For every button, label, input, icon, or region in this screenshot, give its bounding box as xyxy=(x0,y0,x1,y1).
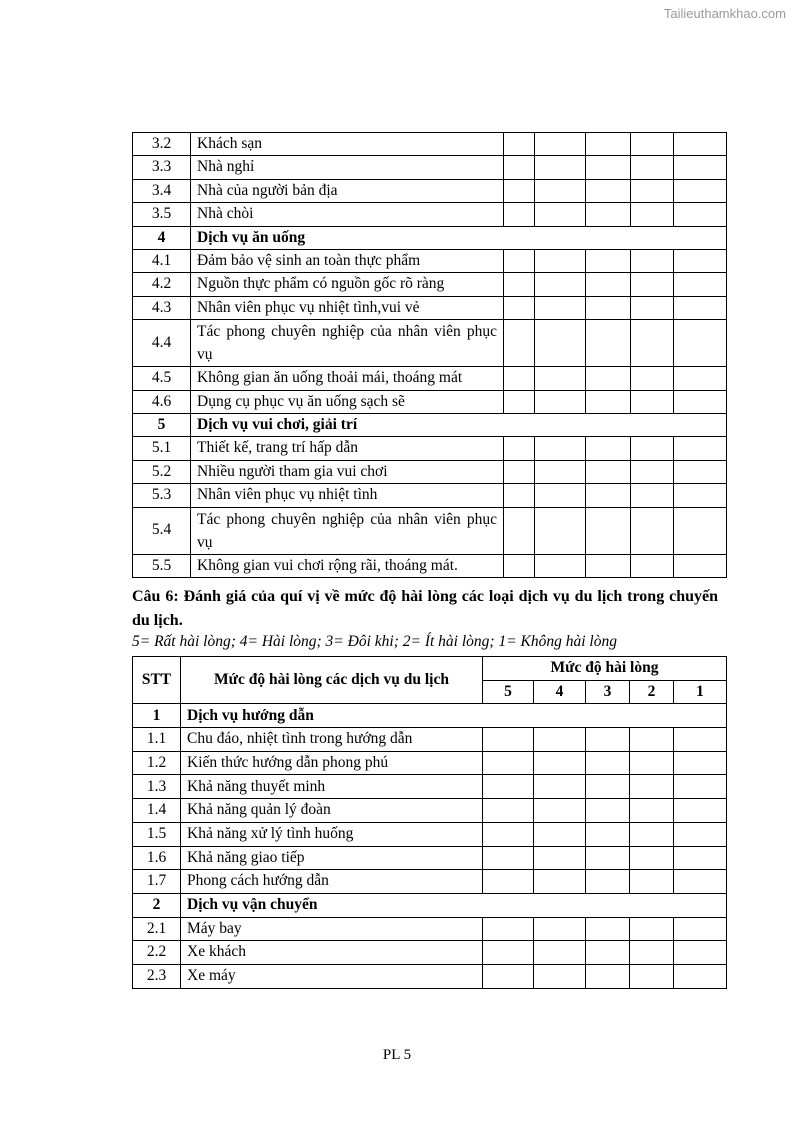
rating-cell[interactable] xyxy=(586,775,630,799)
rating-cell[interactable] xyxy=(483,822,534,846)
rating-cell[interactable] xyxy=(535,554,586,577)
rating-cell[interactable] xyxy=(483,728,534,752)
row-number: 1 xyxy=(133,704,181,728)
row-number: 3.3 xyxy=(133,156,191,179)
rating-cell[interactable] xyxy=(504,437,535,460)
section-title: Dịch vụ ăn uống xyxy=(191,226,727,249)
rating-cell[interactable] xyxy=(631,156,674,179)
rating-cell[interactable] xyxy=(535,179,586,202)
rating-cell[interactable] xyxy=(631,320,674,367)
rating-cell[interactable] xyxy=(674,250,727,273)
rating-cell[interactable] xyxy=(674,179,727,202)
rating-cell[interactable] xyxy=(535,367,586,390)
rating-cell[interactable] xyxy=(674,846,727,870)
row-number: 1.7 xyxy=(133,870,181,894)
row-number: 4.6 xyxy=(133,390,191,413)
question-6: Câu 6: Đánh giá của quí vị về mức độ hài lòng các loại dịch vụ du lịch trong chuyến du lịch. xyxy=(132,588,718,629)
row-number: 4.4 xyxy=(133,320,191,367)
criterion-label: Nhân viên phục vụ nhiệt tình xyxy=(191,484,504,507)
rating-cell[interactable] xyxy=(504,156,535,179)
rating-cell[interactable] xyxy=(586,133,631,156)
rating-cell[interactable] xyxy=(483,964,534,988)
rating-cell[interactable] xyxy=(586,728,630,752)
rating-cell[interactable] xyxy=(631,273,674,296)
rating-cell[interactable] xyxy=(630,964,674,988)
rating-cell[interactable] xyxy=(674,870,727,894)
row-number: 2.1 xyxy=(133,917,181,941)
section-row xyxy=(133,893,727,917)
table-row xyxy=(133,554,727,577)
table-row xyxy=(133,179,727,202)
row-number: 1.2 xyxy=(133,751,181,775)
rating-cell[interactable] xyxy=(504,460,535,483)
rating-cell[interactable] xyxy=(535,203,586,226)
table-row xyxy=(133,320,727,367)
rating-cell[interactable] xyxy=(586,964,630,988)
rating-cell[interactable] xyxy=(586,437,631,460)
rating-cell[interactable] xyxy=(674,775,727,799)
rating-cell[interactable] xyxy=(674,507,727,554)
rating-cell[interactable] xyxy=(631,296,674,319)
rating-cell[interactable] xyxy=(535,507,586,554)
criterion-label: Nhà nghỉ xyxy=(191,156,504,179)
criterion-label: Không gian ăn uống thoải mái, thoáng mát xyxy=(191,367,504,390)
criterion-label: Kiến thức hướng dẫn phong phú xyxy=(181,751,483,775)
table-row xyxy=(133,296,727,319)
row-number: 4.1 xyxy=(133,250,191,273)
criterion-label: Tác phong chuyên nghiệp của nhân viên phục vụ xyxy=(191,507,504,554)
criterion-label: Xe khách xyxy=(181,941,483,965)
table-row xyxy=(133,484,727,507)
criterion-label: Nhiều người tham gia vui chơi xyxy=(191,460,504,483)
section-row xyxy=(133,704,727,728)
rating-cell[interactable] xyxy=(483,941,534,965)
level-1-header: 1 xyxy=(674,680,727,704)
table-row xyxy=(133,390,727,413)
table-row xyxy=(133,133,727,156)
level-2-header: 2 xyxy=(630,680,674,704)
rating-cell[interactable] xyxy=(504,507,535,554)
stt-header: STT xyxy=(133,657,181,704)
rating-cell[interactable] xyxy=(534,775,586,799)
rating-cell[interactable] xyxy=(674,367,727,390)
rating-cell[interactable] xyxy=(504,179,535,202)
criterion-label: Phong cách hướng dẫn xyxy=(181,870,483,894)
rating-cell[interactable] xyxy=(586,507,631,554)
table-row xyxy=(133,870,727,894)
row-number: 2.2 xyxy=(133,941,181,965)
criterion-label: Khả năng thuyết minh xyxy=(181,775,483,799)
rating-cell[interactable] xyxy=(535,156,586,179)
row-number: 1.4 xyxy=(133,799,181,823)
rating-cell[interactable] xyxy=(504,554,535,577)
section-title: Dịch vụ vận chuyển xyxy=(181,893,727,917)
row-number: 4 xyxy=(133,226,191,249)
table-row xyxy=(133,367,727,390)
rating-cell[interactable] xyxy=(630,870,674,894)
rating-cell[interactable] xyxy=(586,156,631,179)
rating-cell[interactable] xyxy=(586,296,631,319)
rating-cell[interactable] xyxy=(674,273,727,296)
table-row xyxy=(133,964,727,988)
row-number: 1.3 xyxy=(133,775,181,799)
criterion-label: Nhà của người bản địa xyxy=(191,179,504,202)
row-number: 4.5 xyxy=(133,367,191,390)
table-row xyxy=(133,846,727,870)
rating-cell[interactable] xyxy=(535,390,586,413)
rating-cell[interactable] xyxy=(631,367,674,390)
satisfaction-table-continued xyxy=(132,132,727,578)
rating-cell[interactable] xyxy=(586,799,630,823)
rating-cell[interactable] xyxy=(504,203,535,226)
table-row xyxy=(133,203,727,226)
watermark: Tailieuthamkhao.com xyxy=(663,6,786,21)
rating-cell[interactable] xyxy=(535,133,586,156)
row-number: 5.5 xyxy=(133,554,191,577)
rating-cell[interactable] xyxy=(504,390,535,413)
rating-cell[interactable] xyxy=(674,799,727,823)
rating-cell[interactable] xyxy=(630,799,674,823)
rating-cell[interactable] xyxy=(534,941,586,965)
rating-cell[interactable] xyxy=(674,296,727,319)
criterion-label: Chu đáo, nhiệt tình trong hướng dẫn xyxy=(181,728,483,752)
table-row xyxy=(133,941,727,965)
rating-cell[interactable] xyxy=(534,728,586,752)
rating-cell[interactable] xyxy=(534,846,586,870)
level-5-header: 5 xyxy=(483,680,534,704)
row-number: 5.4 xyxy=(133,507,191,554)
rating-cell[interactable] xyxy=(586,822,630,846)
rating-cell[interactable] xyxy=(674,822,727,846)
rating-legend: 5= Rất hài lòng; 4= Hài lòng; 3= Đôi khi; 2= Ít hài lòng; 1= Không hài lòng xyxy=(132,633,617,650)
rating-cell[interactable] xyxy=(504,250,535,273)
rating-cell[interactable] xyxy=(630,846,674,870)
rating-cell[interactable] xyxy=(674,156,727,179)
table-row xyxy=(133,460,727,483)
rating-cell[interactable] xyxy=(504,484,535,507)
rating-cell[interactable] xyxy=(631,203,674,226)
rating-cell[interactable] xyxy=(586,870,630,894)
table-row xyxy=(133,751,727,775)
rating-cell[interactable] xyxy=(534,870,586,894)
criterion-label: Đảm bảo vệ sinh an toàn thực phẩm xyxy=(191,250,504,273)
level-4-header: 4 xyxy=(534,680,586,704)
criterion-label: Nhà chòi xyxy=(191,203,504,226)
rating-cell[interactable] xyxy=(535,296,586,319)
rating-cell[interactable] xyxy=(630,775,674,799)
table-row xyxy=(133,437,727,460)
table-header-row xyxy=(133,657,727,681)
satisfaction-level-header: Mức độ hài lòng xyxy=(483,657,727,681)
rating-cell[interactable] xyxy=(674,554,727,577)
section-row xyxy=(133,414,727,437)
rating-cell[interactable] xyxy=(674,437,727,460)
rating-cell[interactable] xyxy=(631,484,674,507)
rating-cell[interactable] xyxy=(504,133,535,156)
rating-cell[interactable] xyxy=(630,751,674,775)
rating-cell[interactable] xyxy=(534,822,586,846)
rating-cell[interactable] xyxy=(483,917,534,941)
criterion-label: Dụng cụ phục vụ ăn uống sạch sẽ xyxy=(191,390,504,413)
rating-cell[interactable] xyxy=(674,203,727,226)
row-number: 2.3 xyxy=(133,964,181,988)
rating-cell[interactable] xyxy=(586,273,631,296)
rating-cell[interactable] xyxy=(534,751,586,775)
row-number: 3.4 xyxy=(133,179,191,202)
rating-cell[interactable] xyxy=(586,179,631,202)
rating-cell[interactable] xyxy=(674,320,727,367)
rating-cell[interactable] xyxy=(674,390,727,413)
criterion-label: Tác phong chuyên nghiệp của nhân viên phục vụ xyxy=(191,320,504,367)
rating-cell[interactable] xyxy=(586,484,631,507)
rating-cell[interactable] xyxy=(483,751,534,775)
rating-cell[interactable] xyxy=(586,941,630,965)
rating-cell[interactable] xyxy=(504,367,535,390)
criterion-label: Không gian vui chơi rộng rãi, thoáng mát. xyxy=(191,554,504,577)
row-number: 4.2 xyxy=(133,273,191,296)
rating-cell[interactable] xyxy=(504,320,535,367)
rating-cell[interactable] xyxy=(534,799,586,823)
rating-cell[interactable] xyxy=(630,917,674,941)
rating-cell[interactable] xyxy=(631,460,674,483)
criterion-label: Khả năng giao tiếp xyxy=(181,846,483,870)
criteria-header: Mức độ hài lòng các dịch vụ du lịch xyxy=(181,657,483,704)
rating-cell[interactable] xyxy=(586,367,631,390)
rating-cell[interactable] xyxy=(586,203,631,226)
criterion-label: Nhân viên phục vụ nhiệt tình,vui vẻ xyxy=(191,296,504,319)
rating-cell[interactable] xyxy=(483,870,534,894)
row-number: 5.1 xyxy=(133,437,191,460)
rating-cell[interactable] xyxy=(504,296,535,319)
rating-cell[interactable] xyxy=(535,250,586,273)
service-satisfaction-table xyxy=(132,656,727,989)
section-row xyxy=(133,226,727,249)
criterion-label: Khả năng quản lý đoàn xyxy=(181,799,483,823)
row-number: 5 xyxy=(133,414,191,437)
criterion-label: Khả năng xử lý tình huống xyxy=(181,822,483,846)
rating-cell[interactable] xyxy=(674,917,727,941)
criterion-label: Khách sạn xyxy=(191,133,504,156)
rating-cell[interactable] xyxy=(535,437,586,460)
rating-cell[interactable] xyxy=(534,964,586,988)
rating-cell[interactable] xyxy=(674,964,727,988)
table-row xyxy=(133,156,727,179)
rating-cell[interactable] xyxy=(631,250,674,273)
criterion-label: Nguồn thực phẩm có nguồn gốc rõ ràng xyxy=(191,273,504,296)
rating-cell[interactable] xyxy=(674,460,727,483)
rating-cell[interactable] xyxy=(631,507,674,554)
rating-cell[interactable] xyxy=(535,320,586,367)
row-number: 5.3 xyxy=(133,484,191,507)
criterion-label: Thiết kế, trang trí hấp dẫn xyxy=(191,437,504,460)
row-number: 2 xyxy=(133,893,181,917)
rating-cell[interactable] xyxy=(586,250,631,273)
table-row xyxy=(133,799,727,823)
rating-cell[interactable] xyxy=(631,554,674,577)
criterion-label: Xe máy xyxy=(181,964,483,988)
table-row xyxy=(133,507,727,554)
page-number: PL 5 xyxy=(382,1047,412,1063)
table-row xyxy=(133,917,727,941)
rating-cell[interactable] xyxy=(586,917,630,941)
section-title: Dịch vụ vui chơi, giải trí xyxy=(191,414,727,437)
rating-cell[interactable] xyxy=(631,133,674,156)
criterion-label: Máy bay xyxy=(181,917,483,941)
row-number: 1.6 xyxy=(133,846,181,870)
rating-cell[interactable] xyxy=(631,179,674,202)
table-row xyxy=(133,273,727,296)
row-number: 1.1 xyxy=(133,728,181,752)
section-title: Dịch vụ hướng dẫn xyxy=(181,704,727,728)
rating-cell[interactable] xyxy=(586,554,631,577)
rating-cell[interactable] xyxy=(674,941,727,965)
rating-cell[interactable] xyxy=(586,390,631,413)
rating-cell[interactable] xyxy=(630,728,674,752)
rating-cell[interactable] xyxy=(483,799,534,823)
rating-cell[interactable] xyxy=(535,484,586,507)
rating-cell[interactable] xyxy=(483,775,534,799)
rating-cell[interactable] xyxy=(674,133,727,156)
rating-cell[interactable] xyxy=(483,846,534,870)
table-row xyxy=(133,775,727,799)
level-3-header: 3 xyxy=(586,680,630,704)
rating-cell[interactable] xyxy=(630,822,674,846)
rating-cell[interactable] xyxy=(586,460,631,483)
rating-cell[interactable] xyxy=(674,484,727,507)
table-row xyxy=(133,250,727,273)
table-row xyxy=(133,728,727,752)
row-number: 3.2 xyxy=(133,133,191,156)
rating-cell[interactable] xyxy=(535,460,586,483)
rating-cell[interactable] xyxy=(586,751,630,775)
rating-cell[interactable] xyxy=(504,273,535,296)
rating-cell[interactable] xyxy=(674,728,727,752)
rating-cell[interactable] xyxy=(535,273,586,296)
row-number: 5.2 xyxy=(133,460,191,483)
rating-cell[interactable] xyxy=(674,751,727,775)
rating-cell[interactable] xyxy=(586,846,630,870)
table-row xyxy=(133,822,727,846)
rating-cell[interactable] xyxy=(586,320,631,367)
row-number: 4.3 xyxy=(133,296,191,319)
rating-cell[interactable] xyxy=(630,941,674,965)
rating-cell[interactable] xyxy=(631,437,674,460)
row-number: 1.5 xyxy=(133,822,181,846)
rating-cell[interactable] xyxy=(631,390,674,413)
rating-cell[interactable] xyxy=(534,917,586,941)
row-number: 3.5 xyxy=(133,203,191,226)
